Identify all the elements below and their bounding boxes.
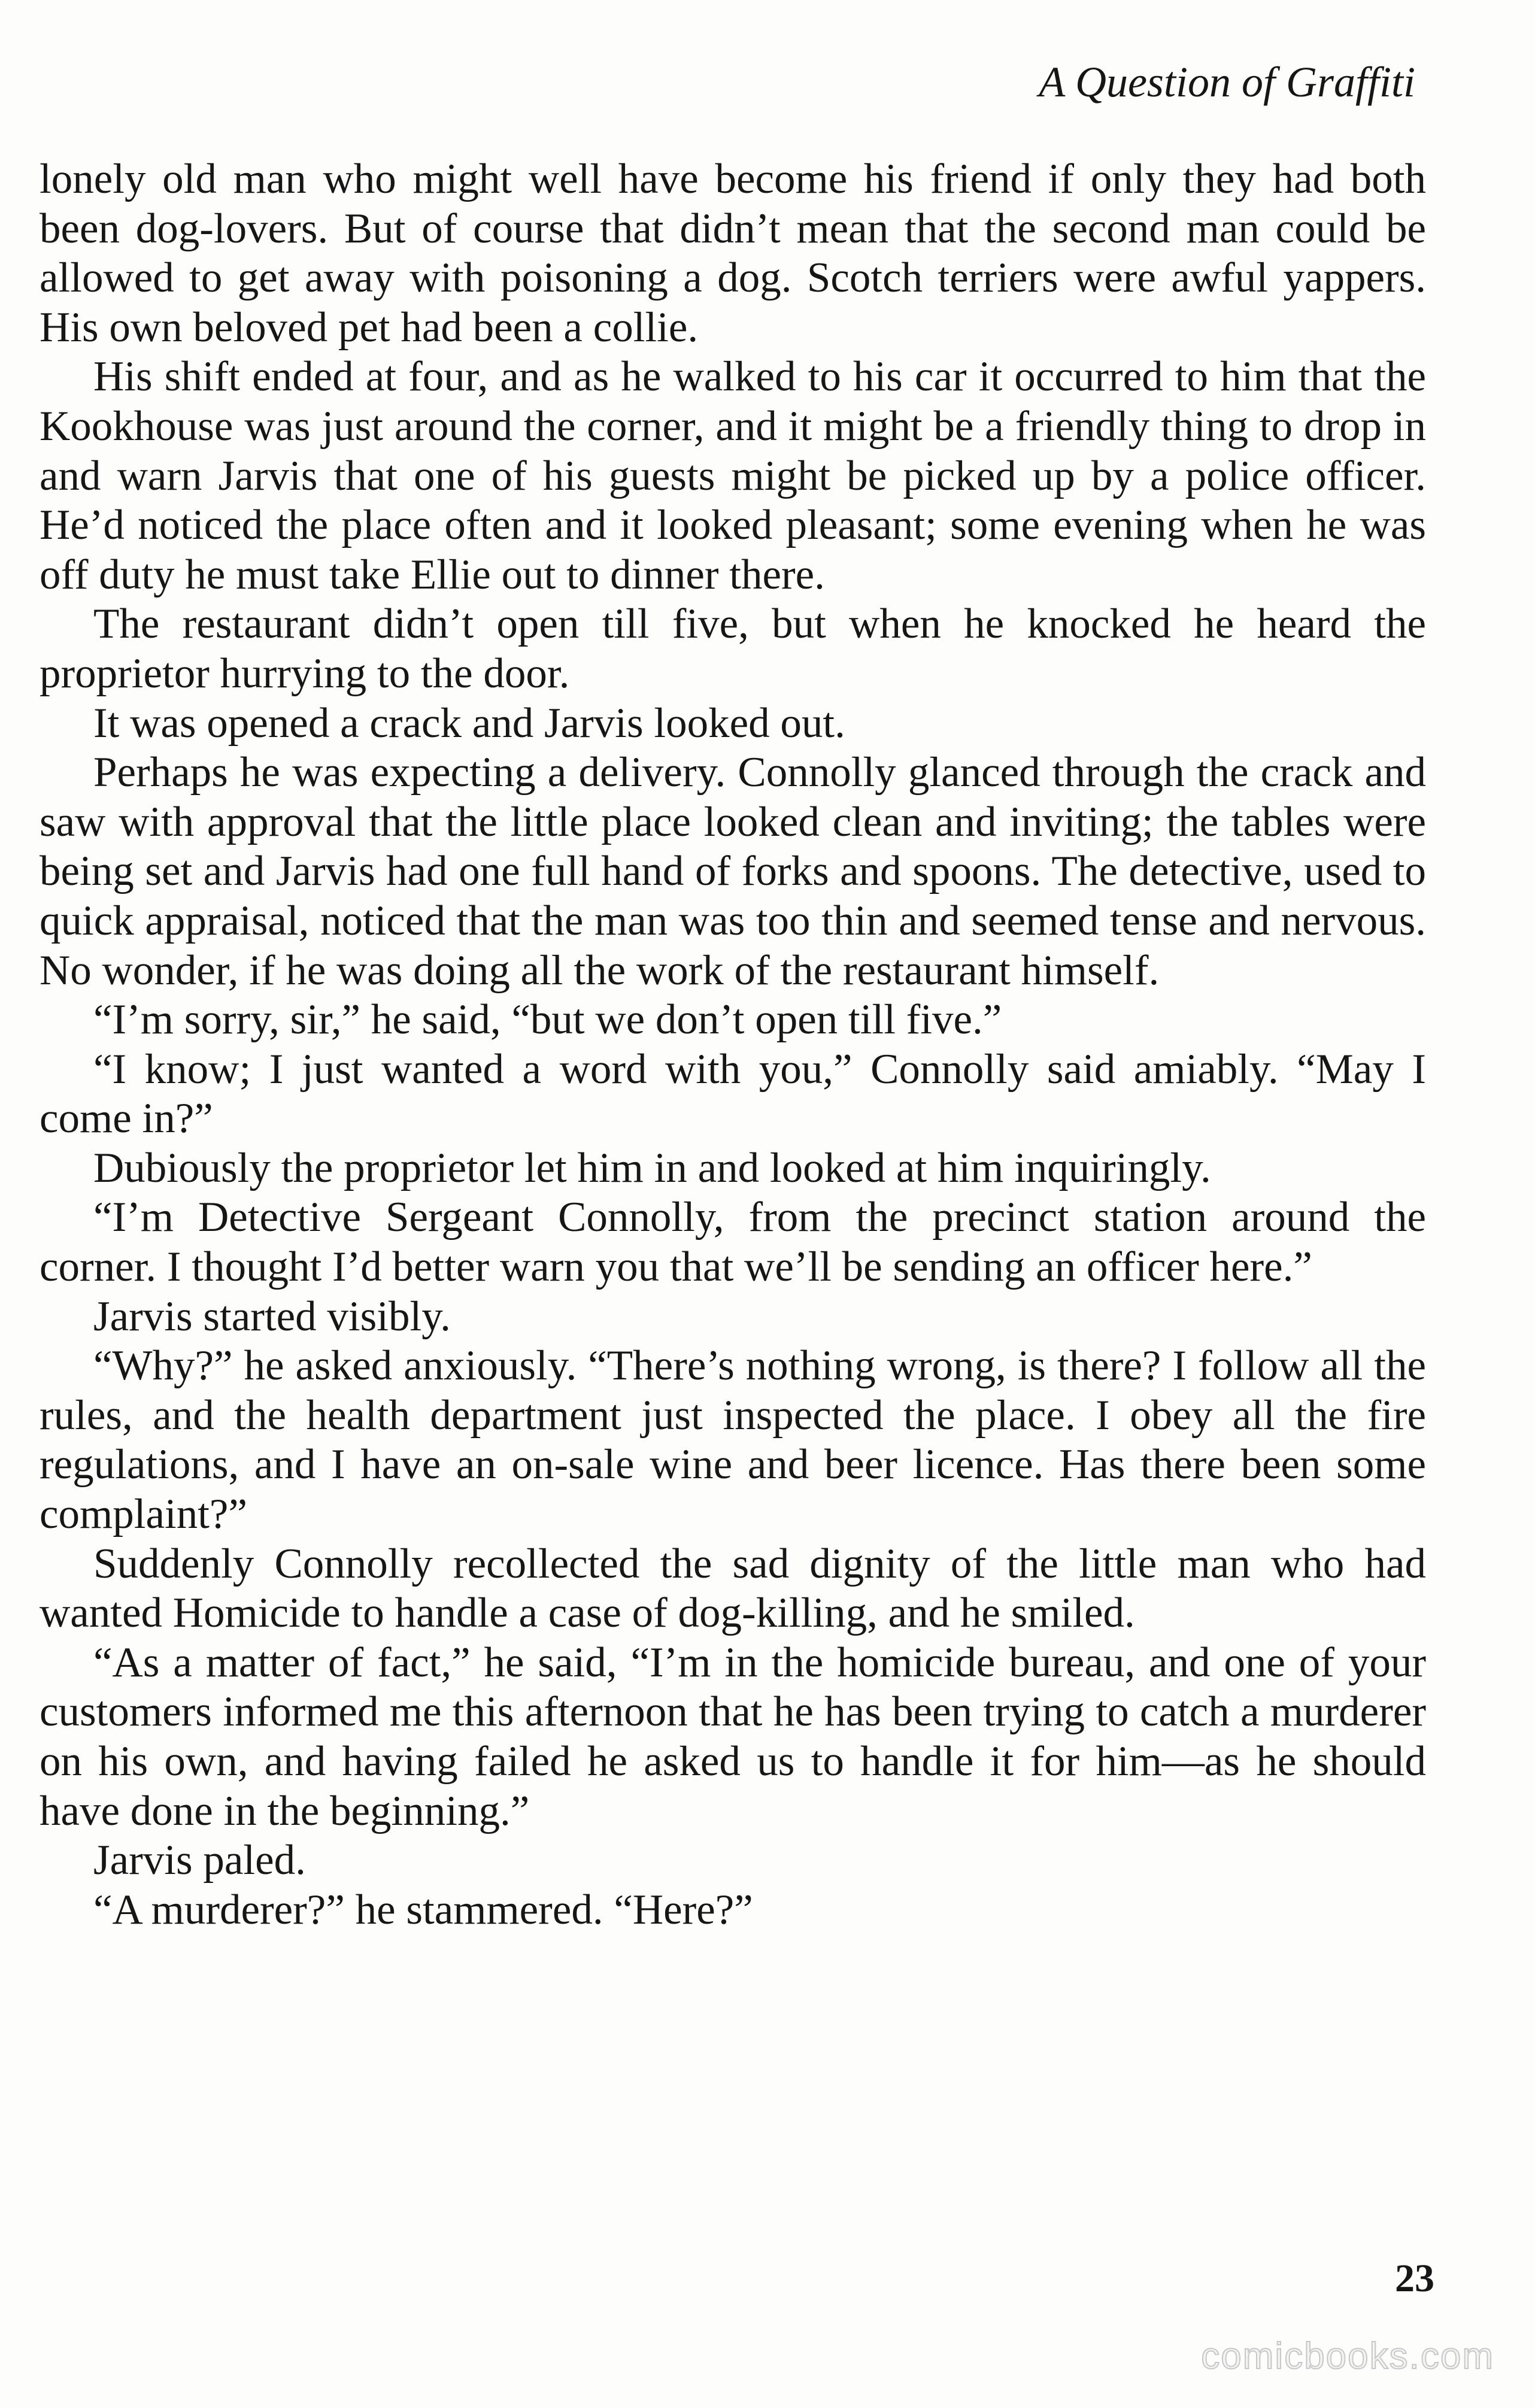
watermark: comicbooks.com (1201, 2336, 1494, 2377)
paragraph: “As a matter of fact,” he said, “I’m in the homicide bureau, and one of your customers informed me this afternoon that he has been trying to catch a murderer on his own, and having failed he asked us to handle it for him—as he should have done in the beginning.” (40, 1639, 1426, 1834)
page-body (40, 154, 1426, 1934)
paragraph: The restaurant didn’t open till five, but when he knocked he heard the proprietor hurrying to the door. (40, 601, 1426, 697)
paragraph: It was opened a crack and Jarvis looked out. (93, 699, 845, 747)
paragraph: His shift ended at four, and as he walked to his car it occurred to him that the Kookhouse was just around the corner, and it might be a friendly thing to drop in and warn Jarvis that one of his guests might be picked up by a police officer. He’d noticed the place often and it looked pleasant; some evening when he was off duty he must take Ellie out to dinner there. (40, 353, 1426, 598)
paragraph: Suddenly Connolly recollected the sad dignity of the little man who had wanted Homicide to handle a case of dog-killing, and he smiled. (40, 1540, 1426, 1637)
paragraph: Perhaps he was expecting a delivery. Connolly glanced through the crack and saw with approval that the little place looked clean and inviting; the tables were being set and Jarvis had one full hand of forks and spoons. The detective, used to quick appraisal, noticed that the man was too thin and seemed tense and nervous. No wonder, if he was doing all the work of the restaurant himself. (40, 749, 1426, 994)
page-number: 23 (1395, 2257, 1434, 2300)
paragraph: Dubiously the proprietor let him in and looked at him inquiringly. (93, 1144, 1211, 1191)
paragraph: Jarvis paled. (93, 1837, 306, 1884)
paragraph: “I’m Detective Sergeant Connolly, from the precinct station around the corner. I thought I’d better warn you that we’ll be sending an officer here.” (40, 1194, 1426, 1291)
paragraph: “A murderer?” he stammered. “Here?” (93, 1886, 753, 1933)
paragraph: “I’m sorry, sir,” he said, “but we don’t open till five.” (93, 996, 1002, 1044)
paragraph: “Why?” he asked anxiously. “There’s nothing wrong, is there? I follow all the rules, and the health department just inspected the place. I obey all the fire regulations, and I have an on-sale wine and beer licence. Has there been some complaint?” (40, 1342, 1426, 1538)
paragraph: Jarvis started visibly. (93, 1293, 451, 1340)
paragraph-continued: lonely old man who might well have become his friend if only they had both been dog-lovers. But of course that didn’t mean that the second man could be allowed to get away with poisoning a dog. Scotch terriers were awful yappers. His own beloved pet had been a collie. (40, 156, 1426, 351)
running-title: A Question of Graffiti (1039, 58, 1415, 106)
paragraph: “I know; I just wanted a word with you,” Connolly said amiably. “May I come in?” (40, 1045, 1426, 1142)
